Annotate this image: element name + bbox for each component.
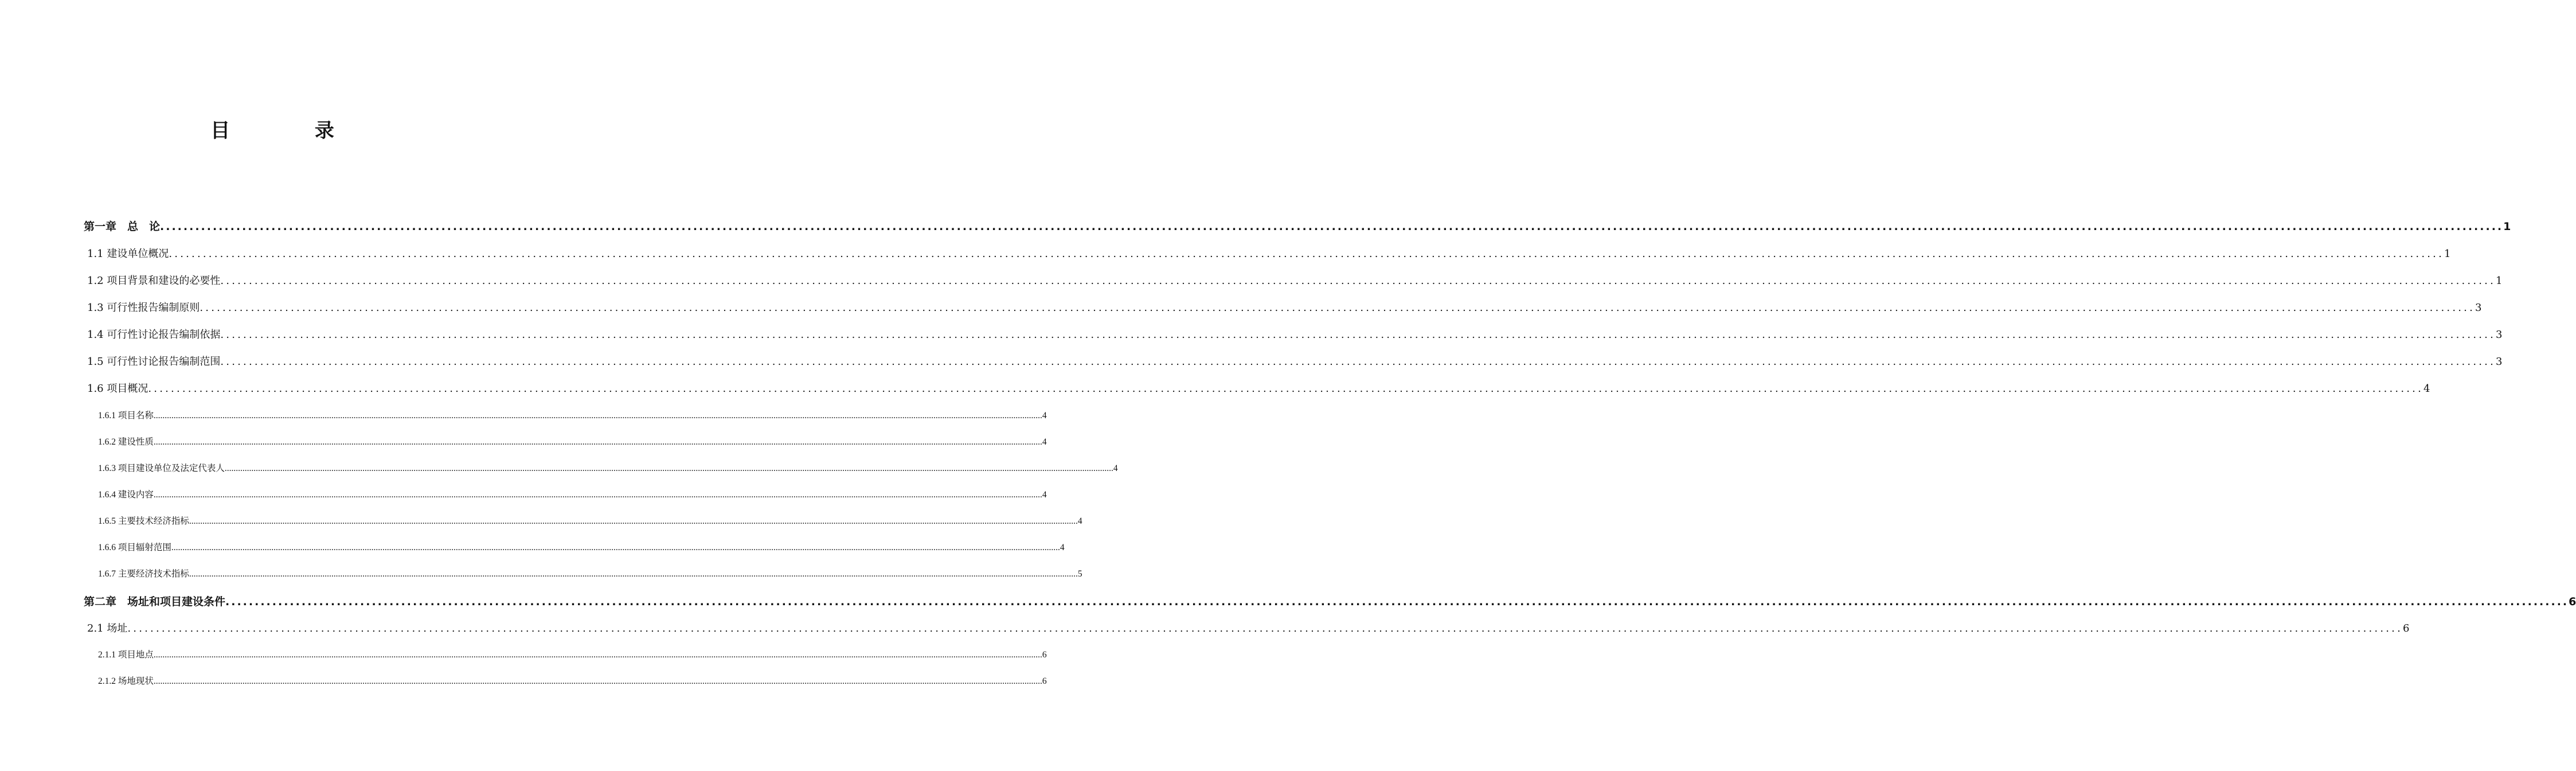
toc-leader-dots: ................................................................................................................................................................................................................................................................................................................................................................................................................ [224, 464, 1113, 473]
toc-entry-label: 第一章 总 论 [84, 220, 161, 233]
toc-leader-dots: ................................................................................................................................................................................................................................................................................................................................................................................................................ [200, 302, 2476, 314]
toc-leader-dots: ................................................................................................................................................................................................................................................................................................................................................................................................................ [160, 220, 2504, 233]
toc-entry-label: 1.6 项目概况 [87, 383, 148, 395]
toc-entry[interactable] [87, 246, 2451, 260]
toc-entry[interactable] [98, 488, 1047, 500]
toc-entry[interactable] [87, 620, 2410, 635]
toc-entry[interactable] [98, 461, 1118, 474]
toc-entry-label: 1.6.1 项目名称 [98, 411, 154, 420]
toc-leader-dots: ................................................................................................................................................................................................................................................................................................................................................................................................................ [153, 676, 1042, 686]
toc-page-number: 4 [1077, 516, 1082, 526]
toc-page-number: 4 [2423, 383, 2430, 395]
toc-leader-dots: ................................................................................................................................................................................................................................................................................................................................................................................................................ [220, 356, 2496, 368]
toc-entry-label: 1.6.4 建设内容 [98, 490, 154, 500]
toc-page-number: 6 [1042, 650, 1047, 660]
toc-entry[interactable] [84, 593, 2576, 609]
toc-entry-label: 1.5 可行性讨论报告编制范围 [87, 356, 221, 368]
toc-page-number: 1 [2444, 248, 2451, 260]
toc-entry[interactable] [98, 540, 1065, 553]
toc-page-number: 1 [2496, 275, 2503, 287]
toc-entry[interactable] [87, 380, 2430, 395]
toc-entry-label: 1.2 项目背景和建设的必要性 [87, 275, 221, 287]
toc-page-number: 4 [1042, 490, 1047, 500]
toc-entry-label: 1.4 可行性讨论报告编制依据 [87, 329, 221, 341]
toc-entry-label: 1.6.5 主要技术经济指标 [98, 516, 189, 526]
toc-page-number: 1 [2503, 220, 2511, 233]
toc-entry[interactable] [84, 218, 2511, 233]
toc-entry[interactable] [87, 326, 2503, 341]
toc-leader-dots: ................................................................................................................................................................................................................................................................................................................................................................................................................ [127, 622, 2403, 634]
toc-page-number: 5 [1077, 569, 1082, 579]
toc-entry-label: 2.1 场址 [87, 622, 128, 634]
toc-page-number: 4 [1113, 464, 1118, 473]
toc-entry-label: 2.1.1 项目地点 [98, 650, 154, 660]
toc-page-number: 3 [2475, 302, 2482, 314]
toc-entry[interactable] [87, 299, 2482, 314]
toc-entry[interactable] [98, 648, 1047, 660]
toc-leader-dots: ................................................................................................................................................................................................................................................................................................................................................................................................................ [153, 490, 1042, 500]
toc-leader-dots: ................................................................................................................................................................................................................................................................................................................................................................................................................ [153, 411, 1042, 420]
toc-page-number: 4 [1060, 543, 1065, 552]
toc-entry-label: 1.6.7 主要经济技术指标 [98, 569, 189, 579]
toc-page-number: 6 [2403, 622, 2410, 634]
toc-entry[interactable] [98, 514, 1082, 527]
toc-leader-dots: ................................................................................................................................................................................................................................................................................................................................................................................................................ [189, 516, 1078, 526]
page-title: 目 录 [210, 119, 373, 142]
toc-page-number: 3 [2496, 356, 2503, 368]
toc-leader-dots: ................................................................................................................................................................................................................................................................................................................................................................................................................ [169, 248, 2445, 260]
toc-entry-label: 1.6.6 项目辐射范围 [98, 543, 171, 552]
toc-entry[interactable] [98, 674, 1047, 687]
toc-page-number: 6 [1042, 676, 1047, 686]
toc-entry-label: 1.3 可行性报告编制原则 [87, 302, 200, 314]
toc-leader-dots: ................................................................................................................................................................................................................................................................................................................................................................................................................ [225, 595, 2569, 608]
toc-page-number: 4 [1042, 437, 1047, 447]
toc-entry[interactable] [98, 435, 1047, 447]
toc-leader-dots: ................................................................................................................................................................................................................................................................................................................................................................................................................ [220, 329, 2496, 341]
toc-entry[interactable] [98, 567, 1082, 579]
toc-entry[interactable] [87, 272, 2503, 287]
toc-page-number: 4 [1042, 411, 1047, 420]
toc-leader-dots: ................................................................................................................................................................................................................................................................................................................................................................................................................ [148, 383, 2424, 395]
toc-entry-label: 1.1 建设单位概况 [87, 248, 169, 260]
toc-entry-label: 2.1.2 场地现状 [98, 676, 154, 686]
toc-leader-dots: ................................................................................................................................................................................................................................................................................................................................................................................................................ [189, 569, 1078, 579]
toc-entry-label: 1.6.3 项目建设单位及法定代表人 [98, 464, 225, 473]
toc-entry-label: 第二章 场址和项目建设条件 [84, 595, 226, 608]
toc-page-number: 3 [2496, 329, 2503, 341]
toc-leader-dots: ................................................................................................................................................................................................................................................................................................................................................................................................................ [171, 543, 1060, 552]
toc-entry[interactable] [87, 353, 2503, 368]
toc-leader-dots: ................................................................................................................................................................................................................................................................................................................................................................................................................ [153, 650, 1042, 660]
toc-entry-label: 1.6.2 建设性质 [98, 437, 154, 447]
toc-page-number: 6 [2569, 595, 2576, 608]
toc-leader-dots: ................................................................................................................................................................................................................................................................................................................................................................................................................ [220, 275, 2496, 287]
toc-entry[interactable] [98, 408, 1047, 421]
toc-leader-dots: ................................................................................................................................................................................................................................................................................................................................................................................................................ [153, 437, 1042, 447]
